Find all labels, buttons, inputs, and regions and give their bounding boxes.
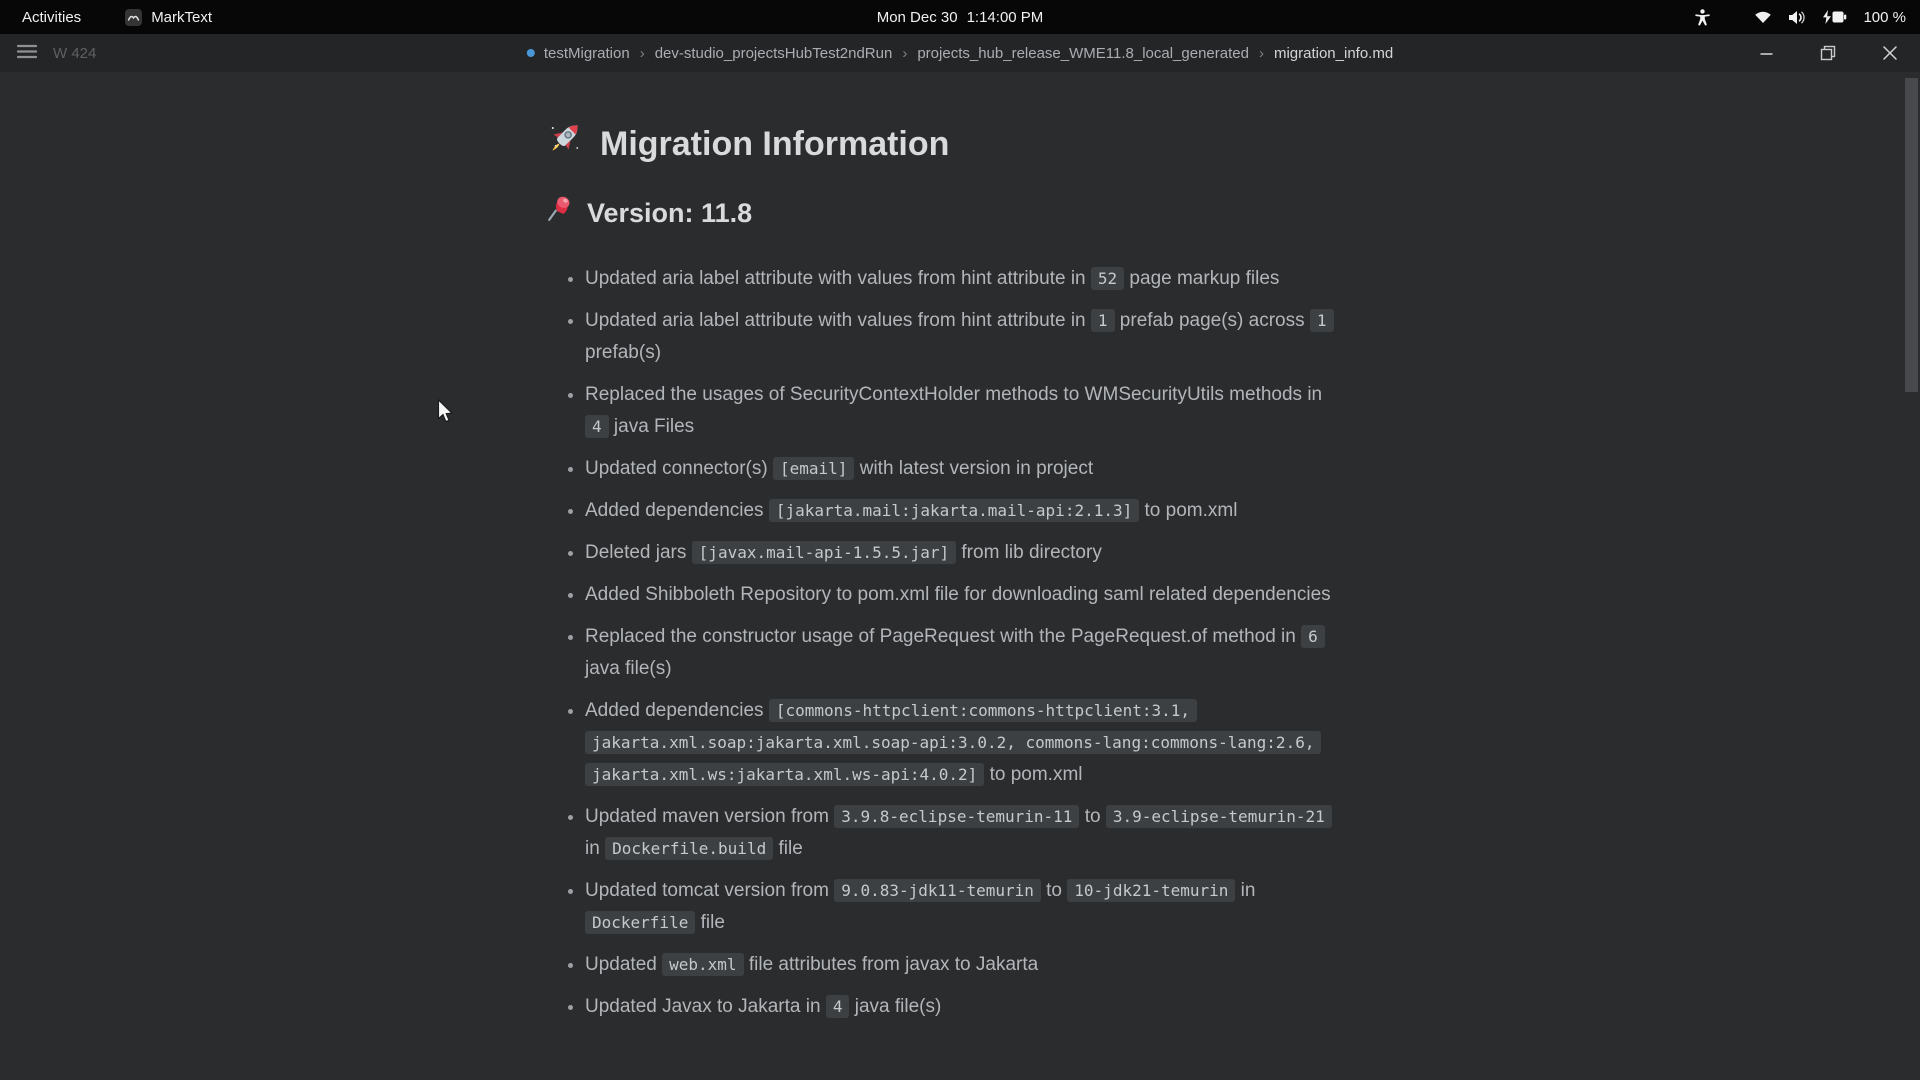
breadcrumb-item: dev-studio_projectsHubTest2ndRun bbox=[654, 44, 893, 62]
list-item[interactable] bbox=[585, 537, 1350, 569]
list-text: from lib directory bbox=[956, 542, 1102, 564]
chevron-right-icon: › bbox=[639, 44, 645, 62]
list-text: java Files bbox=[608, 416, 695, 438]
list-text: with latest version in project bbox=[854, 458, 1094, 480]
list-text: to pom.xml bbox=[1139, 500, 1238, 522]
inline-code: 9.0.83-jdk11-temurin bbox=[834, 879, 1041, 902]
version-heading[interactable] bbox=[545, 194, 1350, 233]
page-title[interactable] bbox=[545, 118, 1350, 169]
list-text: prefab(s) bbox=[585, 342, 662, 364]
list-text: file attributes from javax to Jakarta bbox=[743, 954, 1039, 976]
list-item[interactable] bbox=[585, 949, 1350, 981]
volume-icon[interactable] bbox=[1788, 10, 1806, 25]
inline-code: [commons-httpclient:commons-httpclient:3.1, jakarta.xml.soap:jakarta.xml.soap-api:3.0.2, commons-lang:commons-lang:2.6, jakarta.xml.ws:jakarta.xml.ws-api:4.0.2] bbox=[585, 699, 1321, 786]
app-menu[interactable] bbox=[125, 9, 212, 26]
markdown-editor[interactable] bbox=[0, 72, 1920, 1080]
list-text: to bbox=[1079, 806, 1106, 828]
list-item[interactable] bbox=[585, 495, 1350, 527]
gnome-top-bar bbox=[0, 0, 1920, 34]
system-tray[interactable] bbox=[1695, 9, 1920, 26]
chevron-right-icon: › bbox=[902, 44, 908, 62]
list-text: to bbox=[1040, 880, 1068, 902]
marktext-logo-icon bbox=[125, 9, 142, 26]
inline-code: Dockerfile.build bbox=[605, 837, 773, 860]
list-item[interactable] bbox=[585, 453, 1350, 485]
list-item[interactable] bbox=[585, 991, 1350, 1023]
list-text: in bbox=[585, 838, 606, 860]
version-heading-text: Version: 11.8 bbox=[587, 198, 753, 229]
sidebar-toggle-button[interactable] bbox=[17, 44, 37, 62]
clock[interactable] bbox=[877, 9, 1044, 26]
window-controls bbox=[1755, 41, 1920, 65]
list-text: Updated bbox=[585, 954, 663, 976]
battery-charging-icon[interactable] bbox=[1822, 10, 1847, 24]
inline-code: 3.9-eclipse-temurin-21 bbox=[1106, 805, 1332, 828]
list-text: page markup files bbox=[1124, 268, 1280, 290]
accessibility-icon[interactable] bbox=[1695, 9, 1710, 26]
list-text: Updated connector(s) bbox=[585, 458, 773, 480]
rocket-emoji-icon bbox=[545, 118, 585, 169]
inline-code: [email] bbox=[773, 457, 854, 480]
inline-code: web.xml bbox=[662, 953, 743, 976]
list-text: prefab page(s) across bbox=[1114, 310, 1310, 332]
word-count[interactable]: W 424 bbox=[53, 44, 97, 62]
list-text: Updated aria label attribute with values from hint attribute in bbox=[585, 310, 1091, 332]
list-item[interactable] bbox=[585, 579, 1350, 611]
breadcrumb bbox=[527, 45, 1393, 62]
list-text: java file(s) bbox=[849, 996, 942, 1018]
inline-code: 10-jdk21-temurin bbox=[1067, 879, 1235, 902]
breadcrumb-item: testMigration bbox=[543, 44, 630, 62]
window-title-bar bbox=[0, 34, 1920, 72]
battery-percent: 100 % bbox=[1863, 8, 1906, 26]
inline-code: 1 bbox=[1091, 309, 1115, 332]
list-text: Replaced the usages of SecurityContextHolder methods to WMSecurityUtils methods in bbox=[585, 384, 1323, 406]
inline-code: [jakarta.mail:jakarta.mail-api:2.1.3] bbox=[769, 499, 1139, 522]
list-item[interactable] bbox=[585, 621, 1350, 685]
inline-code: 1 bbox=[1310, 309, 1334, 332]
chevron-right-icon: › bbox=[1258, 44, 1264, 62]
list-text: to pom.xml bbox=[984, 764, 1083, 786]
inline-code: 52 bbox=[1091, 267, 1124, 290]
list-text: Added Shibboleth Repository to pom.xml file for downloading saml related dependencies bbox=[585, 584, 1331, 606]
list-text: file bbox=[773, 838, 803, 860]
list-item[interactable] bbox=[585, 801, 1350, 865]
list-text: Updated tomcat version from bbox=[585, 880, 835, 902]
list-text: in bbox=[1235, 880, 1256, 902]
vertical-scrollbar-thumb[interactable] bbox=[1905, 78, 1918, 392]
bullet-list bbox=[545, 263, 1350, 1023]
restore-button[interactable] bbox=[1816, 41, 1840, 65]
list-text: Added dependencies bbox=[585, 500, 769, 522]
clock-time: 1:14:00 PM bbox=[966, 8, 1044, 26]
breadcrumb-item: projects_hub_release_WME11.8_local_generated bbox=[917, 44, 1249, 62]
minimize-button[interactable] bbox=[1755, 42, 1778, 65]
list-text: Replaced the constructor usage of PageRequest with the PageRequest.of method in bbox=[585, 626, 1302, 648]
list-text: Updated aria label attribute with values from hint attribute in bbox=[585, 268, 1091, 290]
inline-code: 4 bbox=[585, 415, 609, 438]
close-button[interactable] bbox=[1878, 41, 1902, 65]
list-item[interactable] bbox=[585, 875, 1350, 939]
app-menu-label: MarkText bbox=[151, 8, 213, 26]
document-body bbox=[545, 72, 1350, 1023]
wifi-icon[interactable] bbox=[1754, 10, 1772, 24]
list-item[interactable] bbox=[585, 305, 1350, 369]
inline-code: 3.9.8-eclipse-temurin-11 bbox=[834, 805, 1079, 828]
clock-date: Mon Dec 30 bbox=[876, 8, 958, 26]
list-text: Added dependencies bbox=[585, 700, 769, 722]
list-item[interactable] bbox=[585, 263, 1350, 295]
page-title-text: Migration Information bbox=[600, 124, 950, 163]
inline-code: 6 bbox=[1301, 625, 1325, 648]
pushpin-emoji-icon bbox=[545, 194, 575, 233]
list-item[interactable] bbox=[585, 695, 1350, 791]
project-dot-icon bbox=[527, 49, 535, 57]
list-item[interactable] bbox=[585, 379, 1350, 443]
list-text: Updated Javax to Jakarta in bbox=[585, 996, 826, 1018]
list-text: Deleted jars bbox=[585, 542, 692, 564]
list-text: file bbox=[695, 912, 725, 934]
activities-button[interactable]: Activities bbox=[18, 7, 85, 28]
inline-code: Dockerfile bbox=[585, 911, 695, 934]
list-text: java file(s) bbox=[585, 658, 672, 680]
inline-code: [javax.mail-api-1.5.5.jar] bbox=[692, 541, 956, 564]
list-text: Updated maven version from bbox=[585, 806, 835, 828]
inline-code: 4 bbox=[826, 995, 850, 1018]
breadcrumb-item: migration_info.md bbox=[1273, 44, 1394, 62]
